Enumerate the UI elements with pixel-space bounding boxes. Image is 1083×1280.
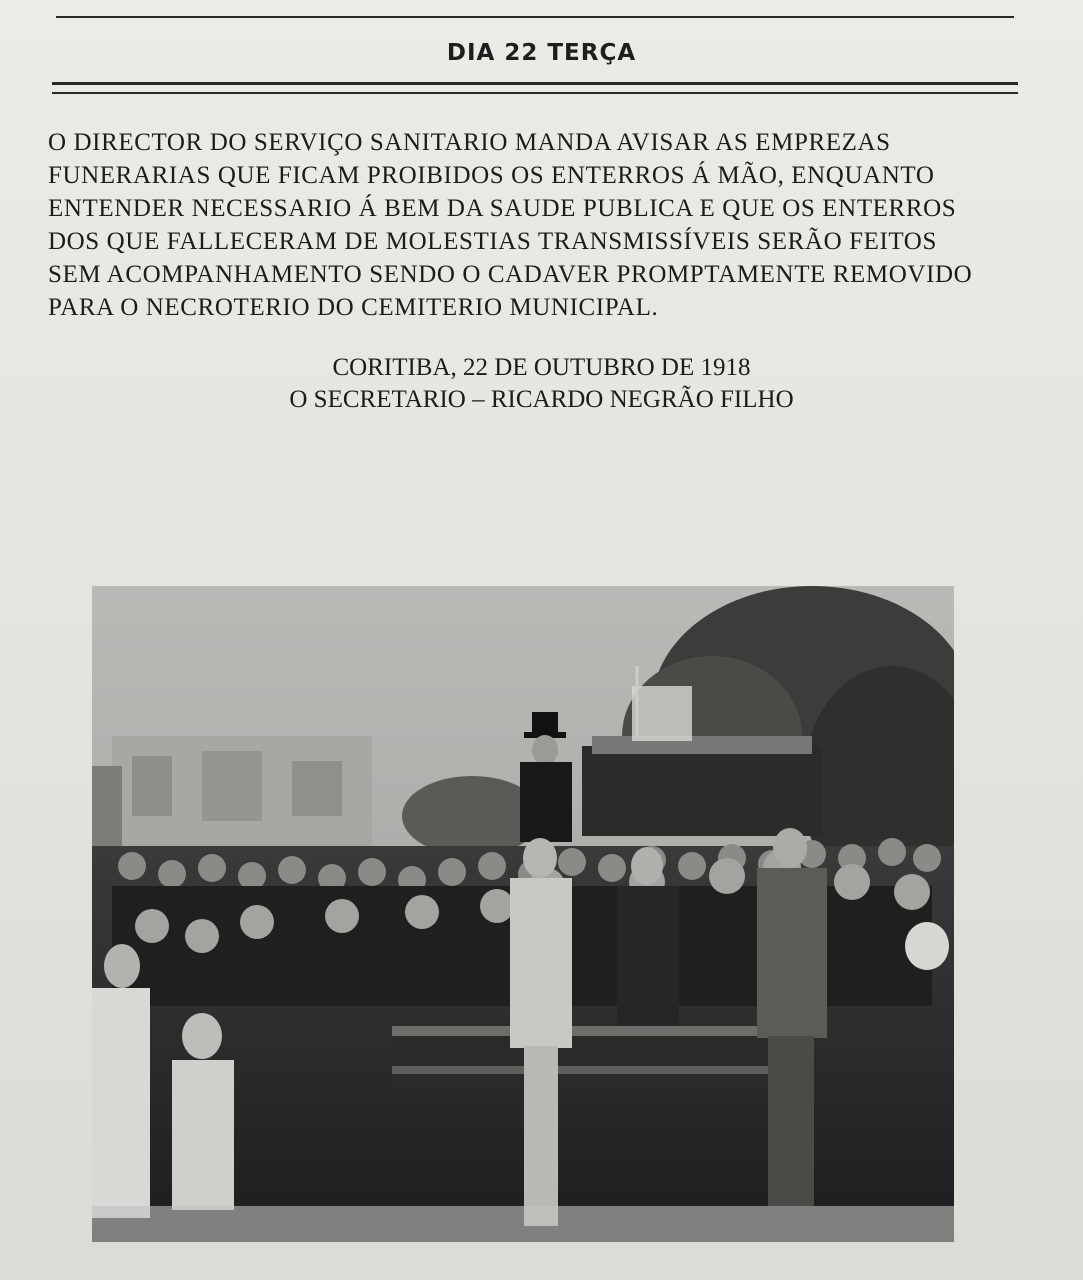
funeral-procession-photo: [92, 586, 954, 1242]
sanitary-notice: [48, 126, 1026, 324]
place-date: CORITIBA, 22 DE OUTUBRO DE 1918: [332, 354, 751, 381]
photo-illustration: [92, 586, 954, 1242]
heading-double-rule-lower: [52, 92, 1018, 94]
signature-block: [0, 352, 1083, 416]
notice-line: ENTENDER NECESSARIO Á BEM DA SAUDE PUBLICA E QUE OS ENTERROS: [48, 195, 957, 222]
notice-line: O DIRECTOR DO SERVIÇO SANITARIO MANDA AVISAR AS EMPREZAS: [48, 129, 891, 156]
day-heading: DIA 22 TERÇA: [446, 40, 637, 66]
signer-name: O SECRETARIO – RICARDO NEGRÃO FILHO: [289, 386, 794, 413]
notice-line: PARA O NECROTERIO DO CEMITERIO MUNICIPAL.: [48, 294, 659, 321]
heading-double-rule-upper: [52, 82, 1018, 85]
top-rule: [56, 16, 1014, 18]
notice-line: DOS QUE FALLECERAM DE MOLESTIAS TRANSMISSÍVEIS SERÃO FEITOS: [48, 228, 937, 255]
notice-line: SEM ACOMPANHAMENTO SENDO O CADAVER PROMPTAMENTE REMOVIDO: [48, 261, 973, 288]
notice-line: FUNERARIAS QUE FICAM PROIBIDOS OS ENTERROS Á MÃO, ENQUANTO: [48, 162, 935, 189]
